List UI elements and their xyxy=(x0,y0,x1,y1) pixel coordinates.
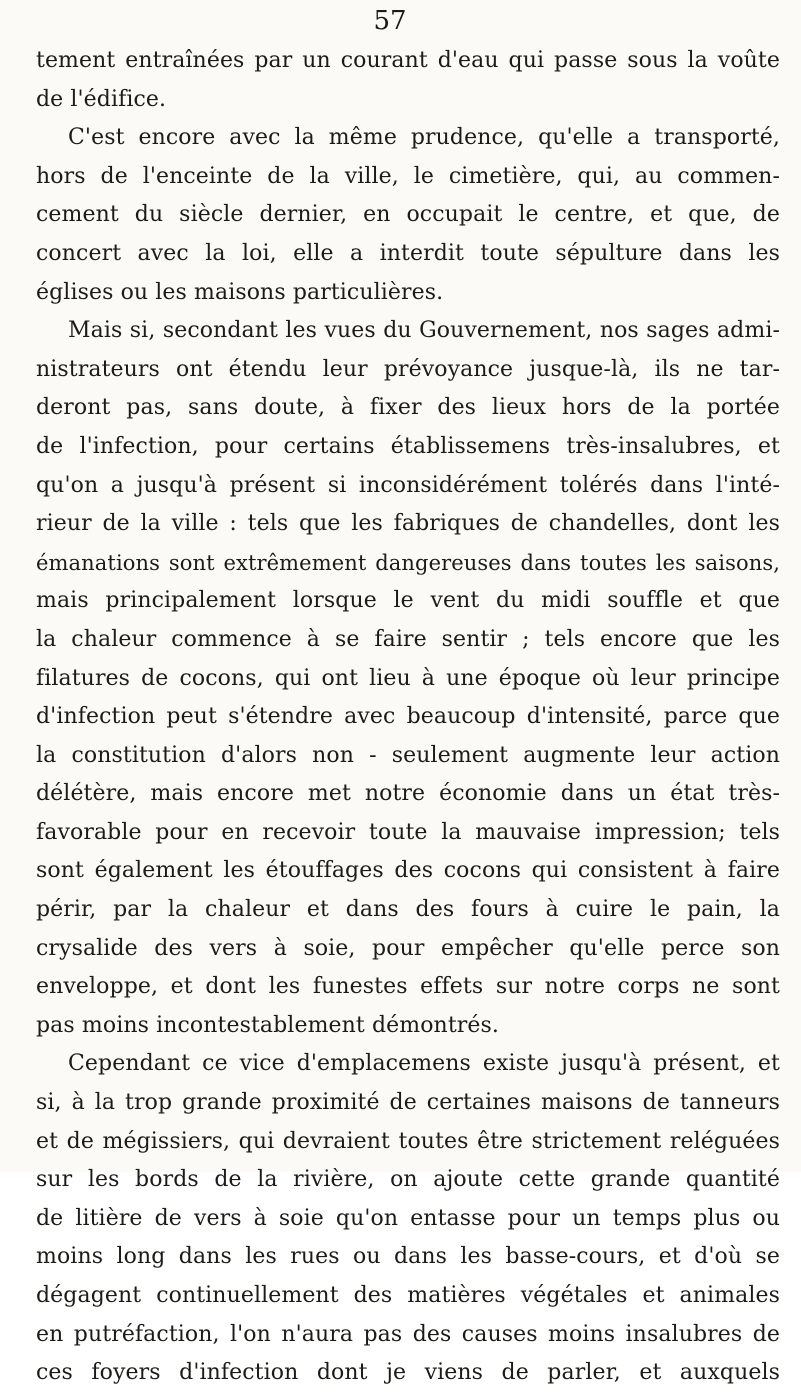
text-line: crysalide des vers à soie, pour empêcher qu'elle perce son xyxy=(36,935,780,961)
text-line: en putréfaction, l'on n'aura pas des causes moins insalubres de xyxy=(36,1321,780,1347)
text-line: églises ou les maisons particulières. xyxy=(36,279,444,305)
text-line: émanations sont extrêmement dangereuses dans toutes les saisons, xyxy=(36,550,780,575)
page-number: 57 xyxy=(373,6,407,36)
text-line: deront pas, sans doute, à fixer des lieux hors de la portée xyxy=(36,395,780,421)
text-line: pas moins incontestablement démontrés. xyxy=(36,1012,499,1038)
text-line: Mais si, secondant les vues du Gouvernement, nos sages admi- xyxy=(68,318,780,344)
text-line: d'infection peut s'étendre avec beaucoup d'intensité, parce que xyxy=(36,704,780,730)
text-line: de litière de vers à soie qu'on entasse pour un temps plus ou xyxy=(36,1205,780,1231)
text-line: et de mégissiers, qui devraient toutes être strictement reléguées xyxy=(36,1128,780,1154)
text-line: nistrateurs ont étendu leur prévoyance jusque-là, ils ne tar- xyxy=(36,356,780,382)
text-line: filatures de cocons, qui ont lieu à une époque où leur principe xyxy=(36,665,780,691)
text-line: sont également les étouffages des cocons qui consistent à faire xyxy=(36,858,780,884)
text-line: périr, par la chaleur et dans des fours à cuire le pain, la xyxy=(36,897,780,923)
text-line: enveloppe, et dont les funestes effets sur notre corps ne sont xyxy=(36,974,780,1000)
text-line: ces foyers d'infection dont je viens de parler, et auxquels xyxy=(36,1360,780,1386)
text-line: concert avec la loi, elle a interdit toute sépulture dans les xyxy=(36,240,780,266)
text-line: favorable pour en recevoir toute la mauvaise impression; tels xyxy=(36,819,780,845)
text-line: C'est encore avec la même prudence, qu'elle a transporté, xyxy=(68,125,780,151)
text-line: la constitution d'alors non - seulement augmente leur action xyxy=(36,742,780,768)
text-line: moins long dans les rues ou dans les basse-cours, et d'où se xyxy=(36,1244,780,1270)
text-line: de l'infection, pour certains établissemens très-insalubres, et xyxy=(36,433,780,459)
text-line: si, à la trop grande proximité de certaines maisons de tanneurs xyxy=(36,1090,780,1116)
text-line: mais principalement lorsque le vent du midi souffle et que xyxy=(36,588,780,614)
text-line: de l'édifice. xyxy=(36,86,167,112)
text-line: qu'on a jusqu'à présent si inconsidérément tolérés dans l'inté- xyxy=(36,472,780,498)
text-line: dégagent continuellement des matières végétales et animales xyxy=(36,1283,780,1308)
body-text xyxy=(36,42,780,1393)
text-line: sur les bords de la rivière, on ajoute cette grande quantité xyxy=(36,1167,780,1193)
text-line: Cependant ce vice d'emplacemens existe jusqu'à présent, et xyxy=(68,1051,780,1077)
text-line: rieur de la ville : tels que les fabriques de chandelles, dont les xyxy=(36,511,780,537)
text-line: délétère, mais encore met notre économie dans un état très- xyxy=(36,781,780,807)
text-line: tement entraînées par un courant d'eau qui passe sous la voûte xyxy=(36,48,780,73)
text-line: la chaleur commence à se faire sentir ; tels encore que les xyxy=(36,626,780,652)
text-line: cement du siècle dernier, en occupait le centre, et que, de xyxy=(36,202,780,228)
text-line: hors de l'enceinte de la ville, le cimetière, qui, au commen- xyxy=(36,163,780,189)
